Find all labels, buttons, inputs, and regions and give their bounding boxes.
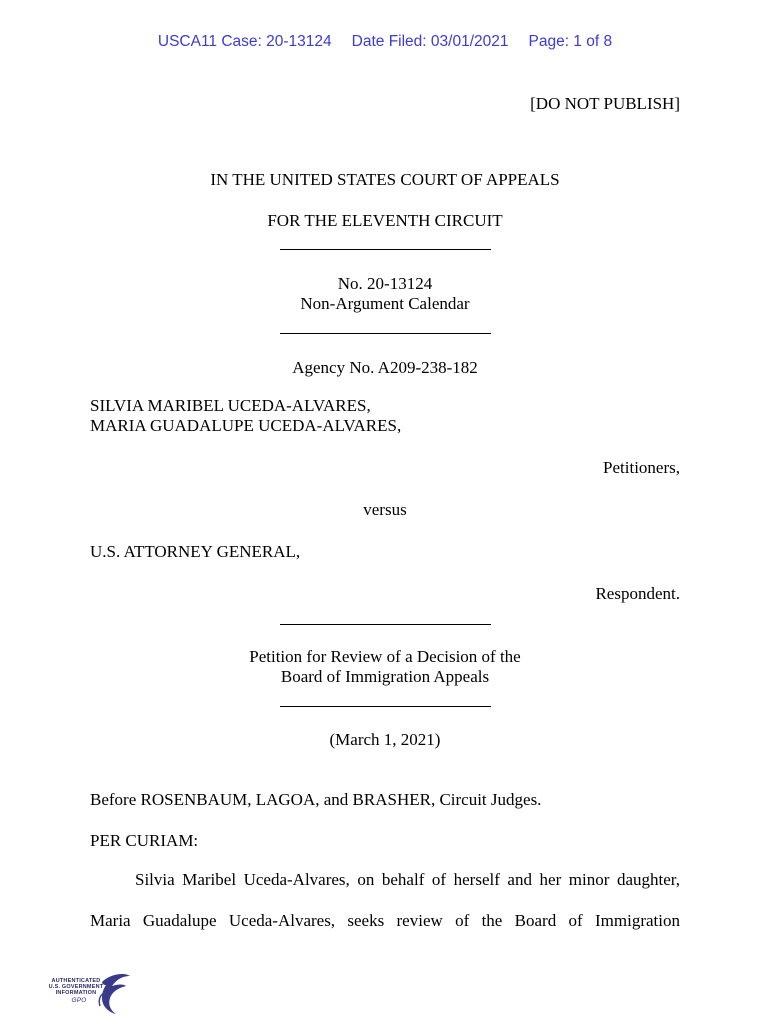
- gpo-logo-mark: GPO: [71, 997, 87, 1004]
- calendar-type: Non-Argument Calendar: [300, 294, 470, 313]
- divider-rule: [280, 249, 491, 250]
- versus-label: versus: [363, 500, 407, 519]
- opinion-body-line: Silvia Maribel Uceda-Alvares, on behalf of herself and her minor daughter,: [135, 870, 680, 889]
- divider-rule: [280, 706, 491, 707]
- petitioner-name: MARIA GUADALUPE UCEDA-ALVARES,: [90, 416, 402, 435]
- agency-number: Agency No. A209-238-182: [292, 358, 478, 377]
- petitioners-label: Petitioners,: [603, 458, 680, 477]
- date-filed-stamp: Date Filed: 03/01/2021: [351, 33, 509, 50]
- eagle-icon: [96, 972, 132, 1016]
- court-name: IN THE UNITED STATES COURT OF APPEALS: [210, 170, 560, 189]
- case-number: No. 20-13124: [337, 274, 433, 293]
- circuit-name: FOR THE ELEVENTH CIRCUIT: [267, 211, 503, 230]
- petition-board: Board of Immigration Appeals: [280, 667, 490, 686]
- opinion-body-line: Maria Guadalupe Uceda-Alvares, seeks review of the Board of Immigration: [90, 911, 680, 930]
- panel-judges: Before ROSENBAUM, LAGOA, and BRASHER, Circuit Judges.: [90, 790, 542, 809]
- publish-flag: [DO NOT PUBLISH]: [530, 94, 680, 113]
- divider-rule: [280, 333, 491, 334]
- respondent-label: Respondent.: [595, 584, 680, 603]
- petitioner-name: SILVIA MARIBEL UCEDA-ALVARES,: [90, 396, 371, 415]
- case-number-stamp: USCA11 Case: 20-13124: [157, 33, 332, 50]
- petition-description: Petition for Review of a Decision of the: [249, 647, 521, 666]
- page-count-stamp: Page: 1 of 8: [528, 33, 613, 50]
- gpo-authentication-logo: [44, 972, 134, 1018]
- per-curiam-heading: PER CURIAM:: [90, 831, 199, 850]
- gpo-logo-text: INFORMATION: [55, 990, 97, 996]
- gpo-logo-text: AUTHENTICATED: [51, 978, 101, 984]
- respondent-name: U.S. ATTORNEY GENERAL,: [90, 542, 301, 561]
- divider-rule: [280, 624, 491, 625]
- case-header-stamp: [0, 33, 770, 51]
- decision-date: (March 1, 2021): [329, 730, 441, 749]
- gpo-logo-text: U.S. GOVERNMENT: [48, 984, 104, 990]
